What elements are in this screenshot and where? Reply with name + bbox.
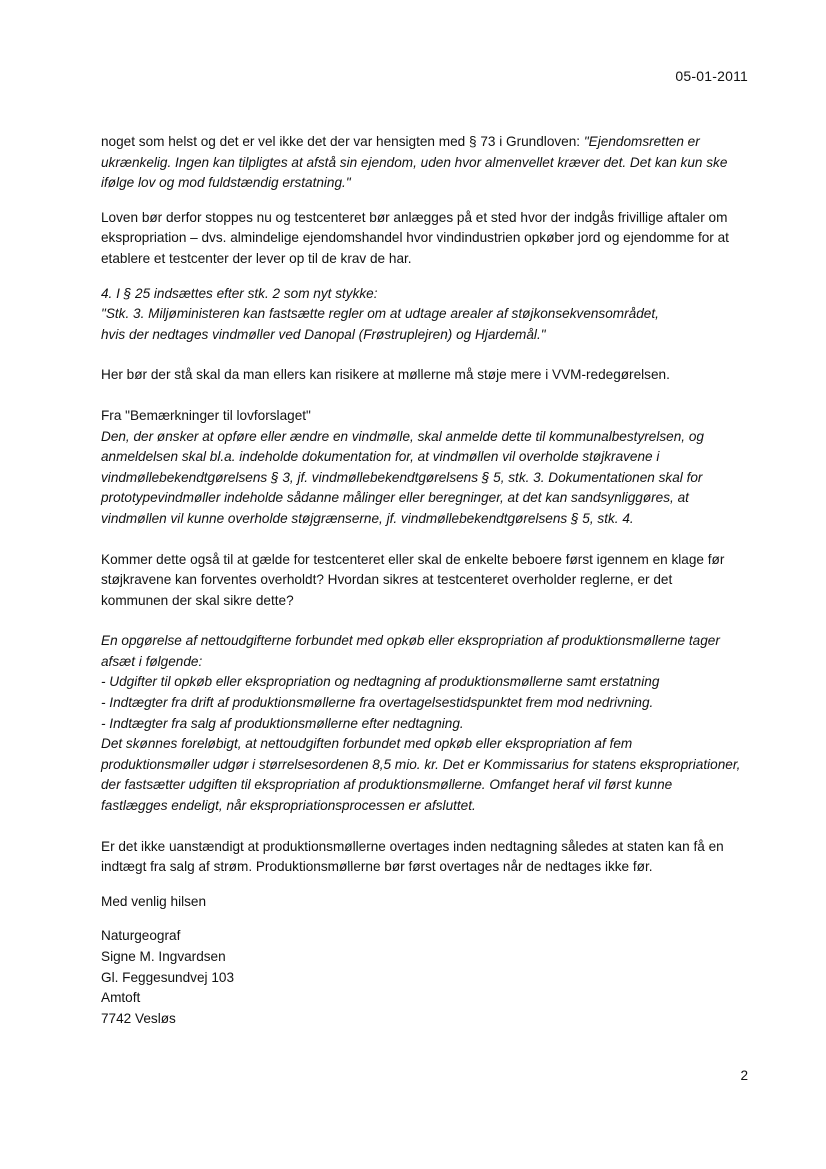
paragraph-production-mills: Er det ikke uanstændigt at produktionsmøllerne overtages inden nedtagning således at staten kan få en indtægt fra salg af strøm. Produktionsmøllerne bør først overtages når de nedtages ikke før. [101, 838, 724, 875]
document-date: 05-01-2011 [675, 68, 748, 84]
grundloven-quote: "Ejendomsretten er ukrænkelig. Ingen kan tilpligtes at afstå sin ejendom, uden hvor almenvellet kræver det. Det kan kun ske ifølge lov og mod fuldstændig erstatning." [101, 134, 728, 191]
paragraph-noise-question: Kommer dette også til at gælde for testcenteret eller skal de enkelte beboere først igennem en klage før støjkravene kan forventes overholdt? Hvordan sikres at testcenteret overholder reglerne, er det kommunen der skal sikre dette? [101, 551, 725, 608]
remarks-section [101, 406, 741, 530]
paragraph-stop-law: Loven bør derfor stoppes nu og testcenteret bør anlægges på et sted hvor der indgås frivillige aftaler om ekspropriation – dvs. almindelige ejendomshandel hvor vindindustrien opkøber jord og ejendomme for at etablere et testcenter der lever op til de krav de har. [101, 209, 729, 266]
costs-intro: En opgørelse af nettoudgifterne forbundet med opkøb eller ekspropriation af produktionsmøllerne tager afsæt i følgende: [101, 633, 720, 669]
remarks-quote: Den, der ønsker at opføre eller ændre en vindmølle, skal anmelde dette til kommunalbestyrelsen, og anmeldelsen skal bl.a. indeholde dokumentation for, at vindmøllen vil overholde støjkravene i vindmøllebekendtgørelsens § 3, jf. vindmøllebekendtgørelsens § 5, stk. 3. Dokumentationen skal for prototypevindmøller indeholde sådanne målinger eller beregninger, at det kan sandsynliggøres, at vindmøllen vil kunne overholde støjgrænserne, jf. vindmøllebekendtgørelsens § 5, stk. 4. [101, 428, 704, 526]
document-body [101, 132, 741, 1029]
section-4-quote-line-2: hvis der nedtages vindmøller ved Danopal (Frøstruplejren) og Hjardemål." [101, 326, 546, 342]
costs-item-1: - Udgifter til opkøb eller ekspropriation og nedtagning af produktionsmøllerne samt erstatning [101, 674, 660, 690]
signature-name: Signe M. Ingvardsen [101, 949, 226, 964]
section-4-heading: 4. I § 25 indsættes efter stk. 2 som nyt stykke: [101, 285, 378, 301]
signature-street: Gl. Feggesundvej 103 [101, 969, 235, 985]
signature-postal: 7742 Vesløs [101, 1010, 176, 1026]
paragraph-text: noget som helst og det er vel ikke det der var hensigten med § 73 i Grundloven: [101, 134, 584, 149]
costs-item-3: - Indtægter fra salg af produktionsmøllerne efter nedtagning. [101, 715, 464, 731]
section-4-amendment [101, 284, 741, 346]
paragraph-vvm: Her bør der stå skal da man ellers kan risikere at møllerne må støje mere i VVM-redegørelsen. [101, 367, 670, 383]
costs-item-2: - Indtægter fra drift af produktionsmøllerne fra overtagelsestidspunktet frem mod nedrivning. [101, 695, 654, 711]
remarks-heading: Fra "Bemærkninger til lovforslaget" [101, 407, 311, 423]
costs-section [101, 631, 741, 816]
closing-greeting: Med venlig hilsen [101, 893, 207, 909]
signature-title: Naturgeograf [101, 928, 181, 944]
section-4-quote-line-1: "Stk. 3. Miljøministeren kan fastsætte regler om at udtage arealer af støjkonsekvensområdet, [101, 306, 659, 322]
signature-town: Amtoft [101, 990, 141, 1006]
costs-conclusion: Det skønnes foreløbigt, at nettoudgiften forbundet med opkøb eller ekspropriation af fem produktionsmøller udgør i størrelsesordenen 8,5 mio. kr. Det er Kommissarius for statens ekspropriationer, der fastsætter udgiften til ekspropriation af produktionsmøllerne. Omfanget heraf vil først kunne fastlægges endeligt, når ekspropriationsprocessen er afsluttet. [101, 736, 741, 814]
signature-block [101, 926, 741, 1029]
page-number: 2 [740, 1068, 748, 1083]
paragraph-grundloven [101, 132, 741, 194]
